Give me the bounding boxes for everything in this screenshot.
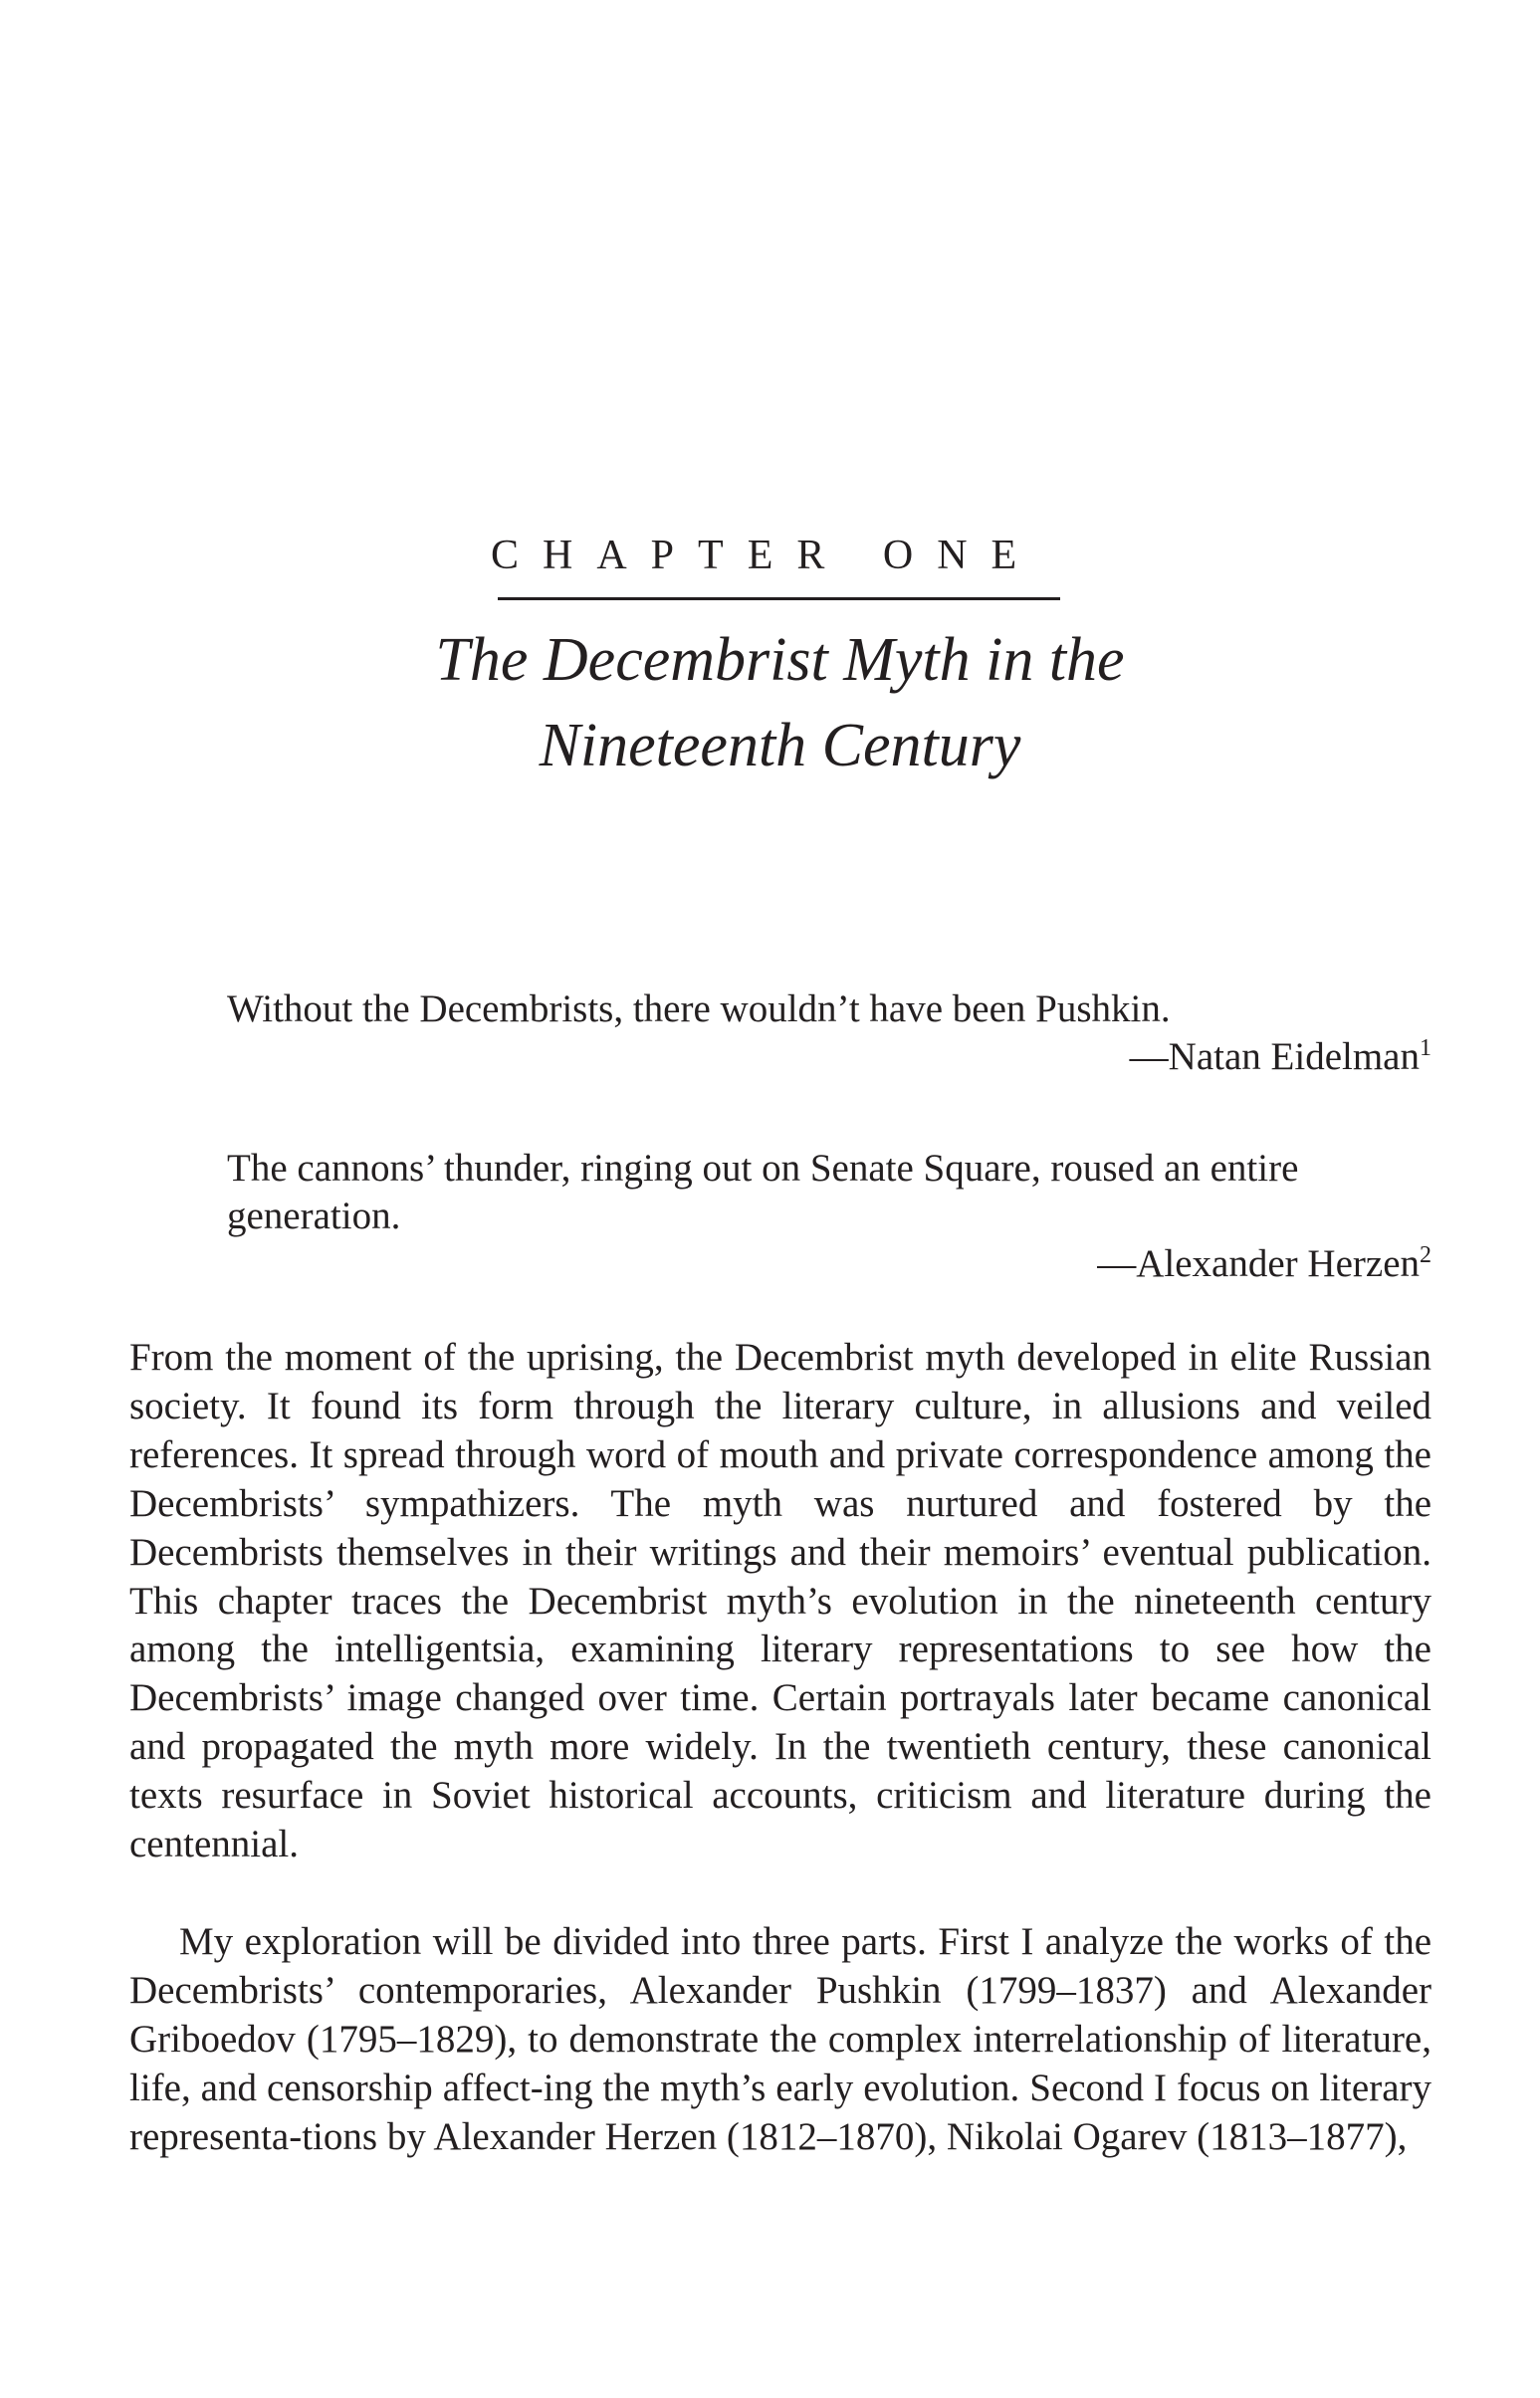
- epigraph-attribution: [227, 1033, 1431, 1081]
- body-paragraph-2: My exploration will be divided into three parts. First I analyze the works of the Decembrists’ contemporaries, Alexander Pushkin (1799–1837) and Alexander Griboedov (1795–1829), to demonstrate the complex interrelationship of literature, life, and censorship affect-ing the myth’s early evolution. Second I focus on literary representa-tions by Alexander Herzen (1812–1870), Nikolai Ogarev (1813–1877),: [129, 1920, 1431, 2158]
- chapter-title-line-2: Nineteenth Century: [539, 712, 1021, 779]
- epigraph-quote: Without the Decembrists, there wouldn’t have been Pushkin.: [227, 987, 1171, 1030]
- epigraph-eidelman: [227, 985, 1431, 1081]
- chapter-label: CHAPTER ONE: [491, 533, 1041, 578]
- chapter-rule: [498, 597, 1060, 600]
- chapter-title-line-1: The Decembrist Myth in the: [435, 626, 1125, 694]
- epigraph-author: —Alexander Herzen: [1097, 1242, 1420, 1285]
- epigraph-quote: The cannons’ thunder, ringing out on Senate Square, roused an entire generation.: [227, 1147, 1299, 1237]
- epigraph-herzen: [227, 1145, 1431, 1288]
- epigraph-attribution: [227, 1240, 1431, 1288]
- body-paragraph-1: From the moment of the uprising, the Decembrist myth developed in elite Russian society. It found its form through the literary culture, in allusions and veiled references. It spread through word of mouth and private correspondence among the Decembrists’ sympathizers. The myth was nurtured and fostered by the Decembrists themselves in their writings and their memoirs’ eventual publication. This chapter traces the Decembrist myth’s evolution in the nineteenth century among the intelligentsia, examining literary representations to see how the Decembrists’ image changed over time. Certain portrayals later became canonical and propagated the myth more widely. In the twentieth century, these canonical texts resurface in Soviet historical accounts, criticism and literature during the centennial.: [129, 1336, 1431, 1866]
- footnote-marker: 2: [1420, 1242, 1431, 1268]
- epigraph-author: —Natan Eidelman: [1129, 1035, 1420, 1078]
- chapter-title: [299, 617, 1261, 788]
- footnote-marker: 1: [1420, 1035, 1431, 1061]
